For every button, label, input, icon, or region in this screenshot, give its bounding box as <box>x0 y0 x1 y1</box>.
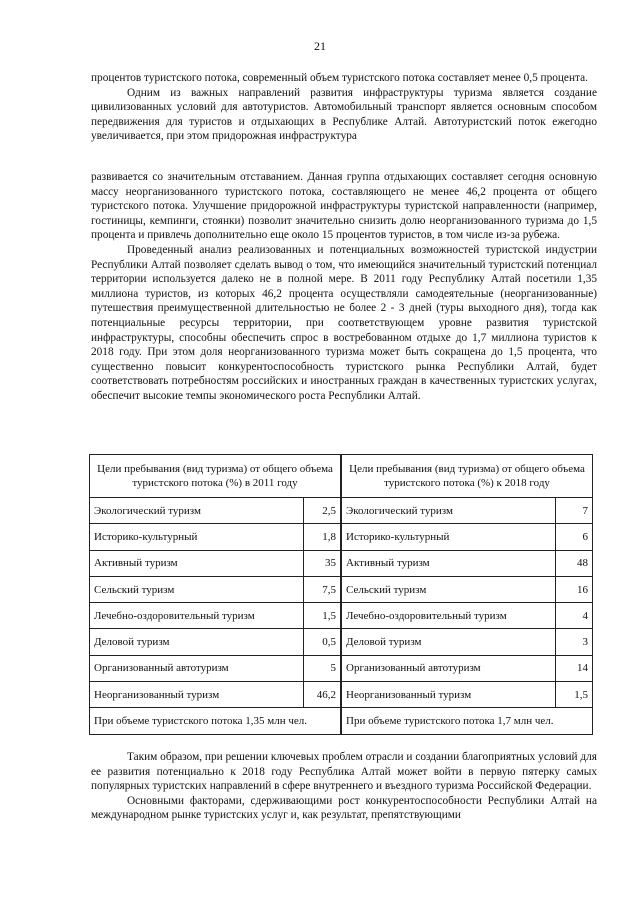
row-name-2011: Лечебно-оздоровительный туризм <box>90 603 304 629</box>
paragraph: Одним из важных направлений развития инфраструктуры туризма является создание цивилизованных условий для автотуристов. Автомобильный транспорт является основным способом передвижения для туристов и отдыхающих в Республике Алтай. Автотуристский поток ежегодно увеличивается, при этом придорожная инфраструктура <box>91 86 597 143</box>
tourism-goals-table <box>89 454 593 735</box>
row-name-2011: Сельский туризм <box>90 576 304 602</box>
table-row <box>90 498 593 524</box>
row-name-2018: Неорганизованный туризм <box>341 682 556 708</box>
table-row <box>90 576 593 602</box>
row-name-2011: Деловой туризм <box>90 629 304 655</box>
row-value-2011: 0,5 <box>304 629 342 655</box>
row-value-2011: 2,5 <box>304 498 342 524</box>
paragraph: Таким образом, при решении ключевых проблем отрасли и создании благоприятных условий для ее развития потенциально к 2018 году Республика Алтай может войти в первую пятерку самых популярных туристских направлений в сфере внутреннего и въездного туризма Российской Федерации. <box>91 751 597 793</box>
paragraph: Основными факторами, сдерживающими рост конкурентоспособности Республики Алтай на международном рынке туристских услуг и, как результат, препятствующими <box>91 794 597 822</box>
row-value-2018: 3 <box>556 629 593 655</box>
row-value-2018: 4 <box>556 603 593 629</box>
row-value-2018: 1,5 <box>556 682 593 708</box>
text-block-middle <box>91 170 597 404</box>
table-row <box>90 629 593 655</box>
paragraph: процентов туристского потока, современный объем туристского потока составляет менее 0,5 процента. <box>91 72 588 84</box>
table-row <box>90 603 593 629</box>
row-name-2011: Историко-культурный <box>90 524 304 550</box>
table-row <box>90 550 593 576</box>
row-value-2011: 46,2 <box>304 682 342 708</box>
table-footer-row <box>90 708 593 734</box>
row-name-2018: Активный туризм <box>341 550 556 576</box>
paragraph: Проведенный анализ реализованных и потенциальных возможностей туристской индустрии Республики Алтай позволяет сделать вывод о том, что имеющийся значительный туристский потенциал территории используется далеко не в полной мере. В 2011 году Республику Алтай посетили 1,35 миллиона туристов, из которых 46,2 процента осуществляли самодеятельные (неорганизованные) путешествия преимущественной длительностью не более 2 - 3 дней (туры выходного дня), тогда как потенциальные ресурсы территории, при соответствующем уровне развития туристской инфраструктуры, способны обеспечить спрос в востребованном отдыхе до 1,7 миллиона туристов к 2018 году. При этом доля неорганизованного туризма может быть сокращена до 1,5 процента, что существенно повысит конкурентоспособность туристского рынка Республики Алтай, будет соответствовать потребностям российских и иностранных граждан в качественных туристских услугах, обеспечит высокие темпы экономического роста Республики Алтай. <box>91 243 597 402</box>
paragraph: развивается со значительным отставанием. Данная группа отдыхающих составляет сегодня основную массу неорганизованного туристского потока, составляющего не менее 46,2 процента от общего туристского потока. Улучшение придорожной инфраструктуры туристской направленности (например, гостиницы, кемпинги, стоянки) позволит значительно снизить долю неорганизованного туризма до 1,5 процента и привлечь дополнительно еще около 15 процентов туристов, в том числе из-за рубежа. <box>91 171 597 242</box>
row-value-2018: 7 <box>556 498 593 524</box>
page-number: 21 <box>314 39 326 53</box>
row-value-2011: 35 <box>304 550 342 576</box>
row-name-2018: Экологический туризм <box>341 498 556 524</box>
footer-2018: При объеме туристского потока 1,7 млн чел. <box>341 708 593 734</box>
header-2011: Цели пребывания (вид туризма) от общего объема туристского потока (%) в 2011 году <box>90 455 342 498</box>
row-value-2011: 1,5 <box>304 603 342 629</box>
footer-2011: При объеме туристского потока 1,35 млн чел. <box>90 708 342 734</box>
row-value-2018: 16 <box>556 576 593 602</box>
row-value-2018: 6 <box>556 524 593 550</box>
row-name-2018: Организованный автотуризм <box>341 655 556 681</box>
row-name-2011: Организованный автотуризм <box>90 655 304 681</box>
text-block-top <box>91 71 597 144</box>
text-block-bottom <box>91 750 597 823</box>
row-value-2011: 5 <box>304 655 342 681</box>
table-row <box>90 682 593 708</box>
table-row <box>90 655 593 681</box>
row-name-2018: Историко-культурный <box>341 524 556 550</box>
row-name-2011: Неорганизованный туризм <box>90 682 304 708</box>
row-value-2018: 14 <box>556 655 593 681</box>
row-name-2011: Активный туризм <box>90 550 304 576</box>
header-2018: Цели пребывания (вид туризма) от общего объема туристского потока (%) к 2018 году <box>341 455 593 498</box>
row-name-2011: Экологический туризм <box>90 498 304 524</box>
row-name-2018: Лечебно-оздоровительный туризм <box>341 603 556 629</box>
table-header-row <box>90 455 593 498</box>
row-value-2018: 48 <box>556 550 593 576</box>
row-value-2011: 7,5 <box>304 576 342 602</box>
row-name-2018: Деловой туризм <box>341 629 556 655</box>
row-value-2011: 1,8 <box>304 524 342 550</box>
table-row <box>90 524 593 550</box>
row-name-2018: Сельский туризм <box>341 576 556 602</box>
